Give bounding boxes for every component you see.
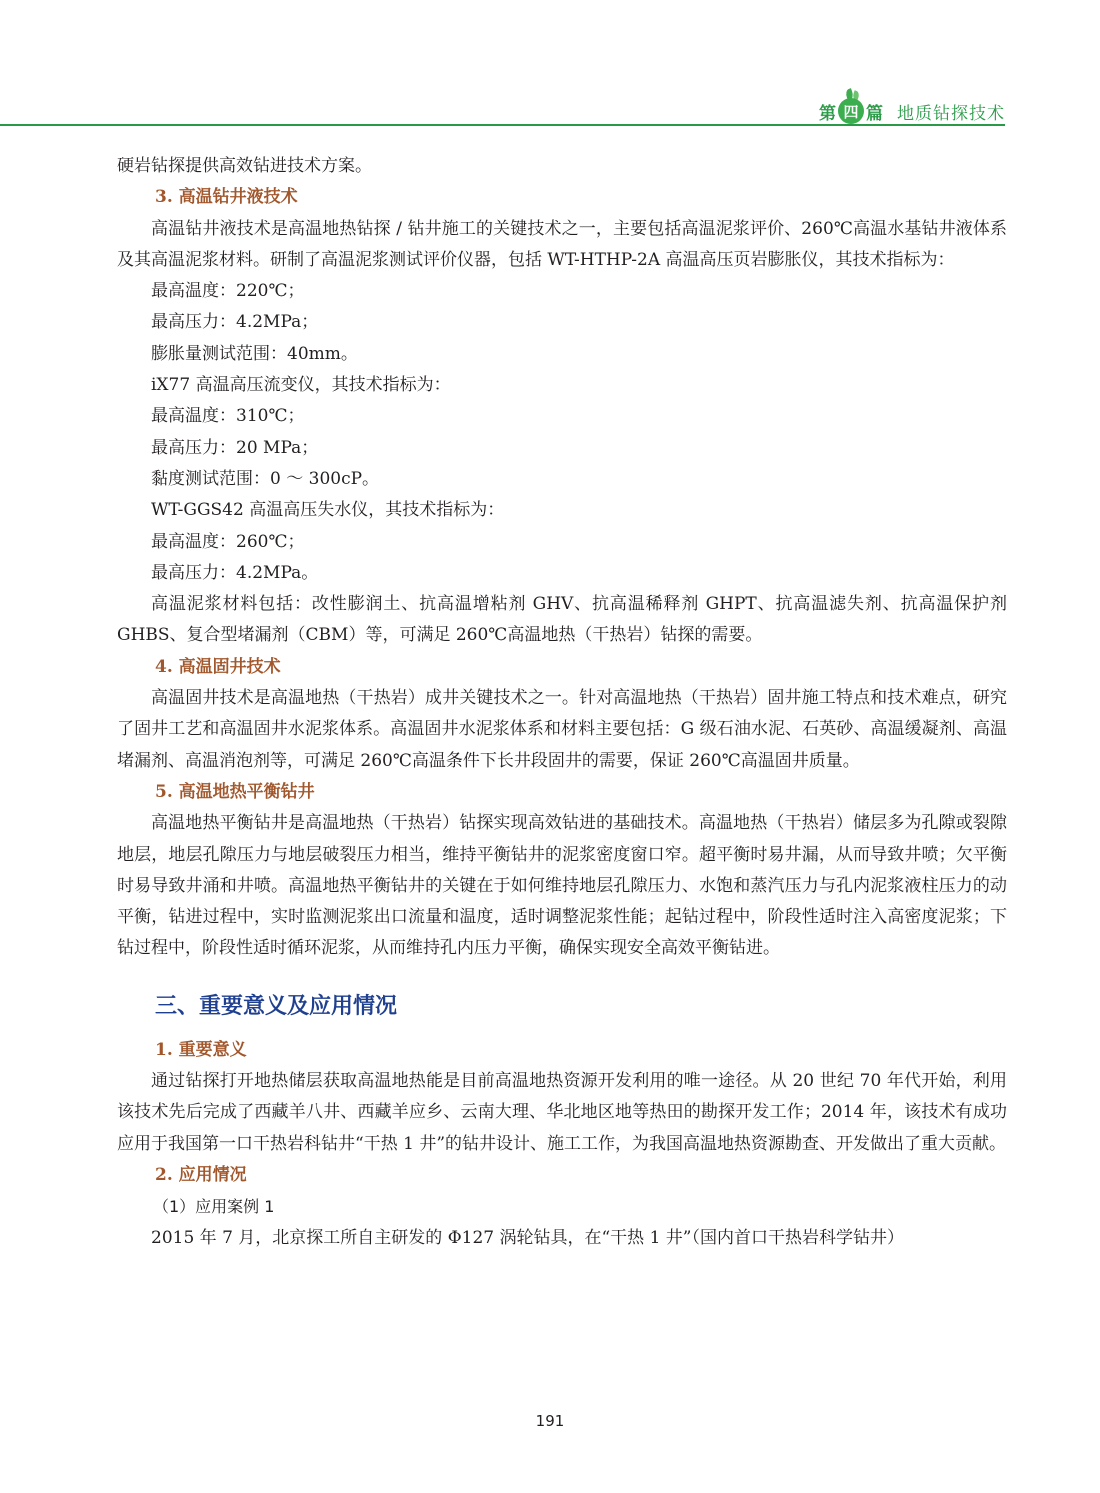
paragraph: 最高温度：220℃；	[151, 281, 305, 302]
subsection-heading: 3. 高温钻井液技术	[155, 187, 298, 208]
subsection-heading: 1. 重要意义	[155, 1039, 247, 1060]
paragraph: 硬岩钻探提供高效钻进技术方案。	[117, 156, 372, 176]
paragraph: 黏度测试范围：0 ～ 300cP。	[151, 468, 380, 489]
paragraph: WT-GGS42 高温高压失水仪，其技术指标为：	[151, 500, 505, 521]
paragraph: 最高压力：4.2MPa。	[151, 562, 319, 583]
part-title: 地质钻探技术	[897, 103, 1005, 124]
paragraph: 高温泥浆材料包括：改性膨润土、抗高温增粘剂 GHV、抗高温稀释剂 GHPT、抗高温滤失剂、抗高温保护剂 GHBS、复合型堵漏剂（CBM）等，可满足 260℃高温地热（干热岩）钻探的需要。	[117, 594, 1007, 646]
part-number-badge	[838, 98, 864, 124]
section-heading: 三、重要意义及应用情况	[155, 993, 398, 1019]
paragraph: 高温固井技术是高温地热（干热岩）成井关键技术之一。针对高温地热（干热岩）固井施工特点和技术难点，研究了固井工艺和高温固井水泥浆体系。高温固井水泥浆体系和材料主要包括：G 级石油水泥、石英砂、高温缓凝剂、高温堵漏剂、高温消泡剂等，可满足 260℃高温条件下长井段固井的需要，保证 260℃高温固井质量。	[117, 688, 1007, 771]
paragraph: 最高温度：260℃；	[151, 531, 305, 552]
paragraph: 高温地热平衡钻井是高温地热（干热岩）钻探实现高效钻进的基础技术。高温地热（干热岩）储层多为孔隙或裂隙地层，地层孔隙压力与地层破裂压力相当，维持平衡钻井的泥浆密度窗口窄。超平衡时易井漏，从而导致井喷；欠平衡时易导致井涌和井喷。高温地热平衡钻井的关键在于如何维持地层孔隙压力、水饱和蒸汽压力与孔内泥浆液柱压力的动平衡，钻进过程中，实时监测泥浆出口流量和温度，适时调整泥浆性能；起钻过程中，阶段性适时注入高密度泥浆；下钻过程中，阶段性适时循环泥浆，从而维持孔内压力平衡，确保实现安全高效平衡钻进。	[117, 813, 1007, 959]
subsection-heading: 2. 应用情况	[155, 1164, 247, 1185]
part-number: 四	[838, 98, 864, 124]
part-prefix: 第	[819, 103, 836, 124]
subsection-heading: 4. 高温固井技术	[155, 656, 281, 677]
paragraph: 最高压力：20 MPa；	[151, 437, 319, 458]
part-label	[819, 98, 1005, 124]
header-rule	[0, 124, 1005, 126]
case-heading: （1）应用案例 1	[153, 1197, 275, 1217]
paragraph: 通过钻探打开地热储层获取高温地热能是目前高温地热资源开发利用的唯一途径。从 20 世纪 70 年代开始，利用该技术先后完成了西藏羊八井、西藏羊应乡、云南大理、华北地区地等热田的勘探开发工作；2014 年，该技术有成功应用于我国第一口干热岩科钻井“干热 1 井”的钻井设计、施工工作，为我国高温地热资源勘查、开发做出了重大贡献。	[117, 1071, 1007, 1154]
paragraph: 最高压力：4.2MPa；	[151, 312, 319, 333]
paragraph: 2015 年 7 月，北京探工所自主研发的 Φ127 涡轮钻具，在“干热 1 井”（国内首口干热岩科学钻井）	[151, 1227, 904, 1248]
paragraph: iX77 高温高压流变仪，其技术指标为：	[151, 375, 451, 396]
paragraph: 最高温度：310℃；	[151, 406, 305, 427]
page-number: 191	[535, 1412, 565, 1430]
part-suffix: 篇	[866, 103, 883, 124]
subsection-heading: 5. 高温地热平衡钻井	[155, 781, 315, 802]
running-header	[0, 92, 1005, 124]
paragraph: 膨胀量测试范围：40mm。	[151, 343, 358, 364]
paragraph: 高温钻井液技术是高温地热钻探 / 钻井施工的关键技术之一，主要包括高温泥浆评价、260℃高温水基钻井液体系及其高温泥浆材料。研制了高温泥浆测试评价仪器，包括 WT-HTHP-2A 高温高压页岩膨胀仪，其技术指标为：	[117, 218, 1007, 270]
page-body	[117, 151, 1007, 1254]
